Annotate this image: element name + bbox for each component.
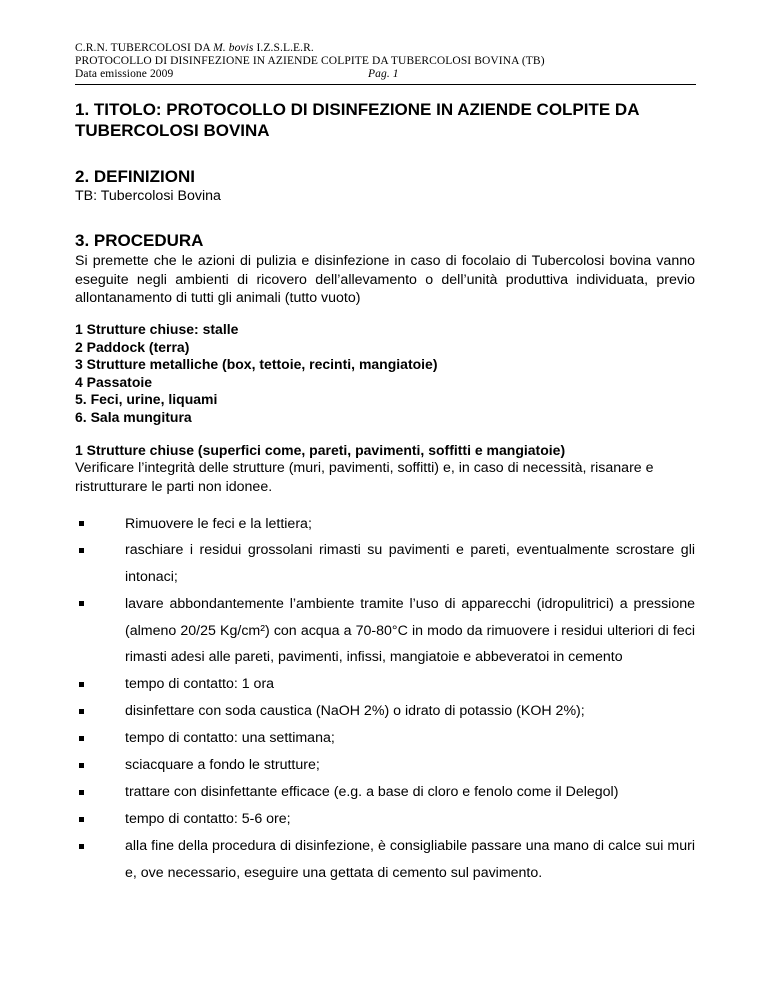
bullet-square-icon: [79, 548, 84, 553]
header-line-2: PROTOCOLLO DI DISINFEZIONE IN AZIENDE COLPITE DA TUBERCOLOSI BOVINA (TB): [75, 55, 545, 67]
bullet-item: [75, 537, 695, 591]
page-header: [75, 42, 695, 81]
header-org-prefix: C.R.N. TUBERCOLOSI DA: [75, 42, 214, 54]
list-item: 2 Paddock (terra): [75, 338, 190, 355]
list-item: 6. Sala mungitura: [75, 408, 192, 425]
bullet-item: [75, 833, 695, 887]
document-title: 1. TITOLO: PROTOCOLLO DI DISINFEZIONE IN AZIENDE COLPITE DA TUBERCOLOSI BOVINA: [75, 100, 639, 140]
header-date-row: [75, 68, 695, 81]
bullet-square-icon: [79, 682, 84, 687]
bullet-item: [75, 779, 695, 806]
bullet-square-icon: [79, 763, 84, 768]
bullet-text: tempo di contatto: una settimana;: [125, 729, 335, 746]
bullet-item: [75, 752, 695, 779]
bullet-text: lavare abbondantemente l’ambiente tramite l’uso di apparecchi (idropulitrici) a pressione (almeno 20/25 Kg/cm²) con acqua a 70-80°C in modo da rimuovere i residui ulteriori di feci rimasti adesi alle pareti, pavimenti, infissi, mangiatoie e abbeveratoi in cemento: [125, 596, 695, 665]
definizioni-text: TB: Tubercolosi Bovina: [75, 188, 221, 204]
bullet-text: raschiare i residui grossolani rimasti su pavimenti e pareti, eventualmente scrostare gli intonaci;: [125, 542, 695, 585]
section1-bullet-list: [75, 511, 695, 887]
bullet-square-icon: [79, 790, 84, 795]
bullet-text: tempo di contatto: 1 ora: [125, 675, 275, 692]
list-item: 5. Feci, urine, liquami: [75, 391, 218, 407]
bullet-item: [75, 671, 695, 698]
bullet-square-icon: [79, 521, 84, 526]
section1-heading: 1 Strutture chiuse (superfici come, pareti, pavimenti, soffitti e mangiatoie): [75, 442, 566, 458]
bullet-text: tempo di contatto: 5-6 ore;: [125, 810, 291, 827]
header-page-number: Pag. 1: [368, 68, 399, 80]
bullet-text: disinfettare con soda caustica (NaOH 2%) o idrato di potassio (KOH 2%);: [125, 702, 585, 719]
bullet-text: trattare con disinfettante efficace (e.g. a base di cloro e fenolo come il Delegol): [125, 783, 619, 800]
section1-intro: Verificare l’integrità delle strutture (muri, pavimenti, soffitti) e, in caso di necessità, risanare e ristrutturare le parti non idonee.: [75, 460, 654, 495]
header-date: Data emissione 2009: [75, 68, 174, 80]
bullet-text: sciacquare a fondo le strutture;: [125, 756, 320, 773]
definizioni-heading: 2. DEFINIZIONI: [75, 167, 195, 186]
bullet-square-icon: [79, 844, 84, 849]
list-item: 4 Passatoie: [75, 373, 153, 390]
bullet-square-icon: [79, 817, 84, 822]
header-divider: [75, 84, 696, 85]
bullet-square-icon: [79, 601, 84, 606]
list-item: 3 Strutture metalliche (box, tettoie, recinti, mangiatoie): [75, 356, 438, 372]
list-item: 1 Strutture chiuse: stalle: [75, 321, 239, 337]
header-line-1: [75, 42, 695, 55]
procedura-list: [75, 321, 438, 426]
bullet-square-icon: [79, 709, 84, 714]
bullet-item: [75, 591, 695, 671]
bullet-item: [75, 698, 695, 725]
procedura-intro: Si premette che le azioni di pulizia e disinfezione in caso di focolaio di Tubercolosi bovina vanno eseguite negli ambienti di ricovero dell’allevamento o dell’unità produttiva individuata, previo allontanamento di tutti gli animali (tutto vuoto): [75, 253, 695, 306]
bullet-text: Rimuovere le feci e la lettiera;: [125, 516, 312, 532]
bullet-item: [75, 511, 695, 537]
header-org-italic: M. bovis: [213, 42, 254, 54]
bullet-text: alla fine della procedura di disinfezione, è consigliabile passare una mano di calce sui muri e, ove necessario, eseguire una gettata di cemento sul pavimento.: [125, 837, 695, 881]
bullet-item: [75, 725, 695, 752]
header-org-suffix: I.Z.S.L.E.R.: [253, 42, 314, 54]
bullet-item: [75, 806, 695, 833]
procedura-heading: 3. PROCEDURA: [75, 231, 204, 250]
bullet-square-icon: [79, 736, 84, 741]
